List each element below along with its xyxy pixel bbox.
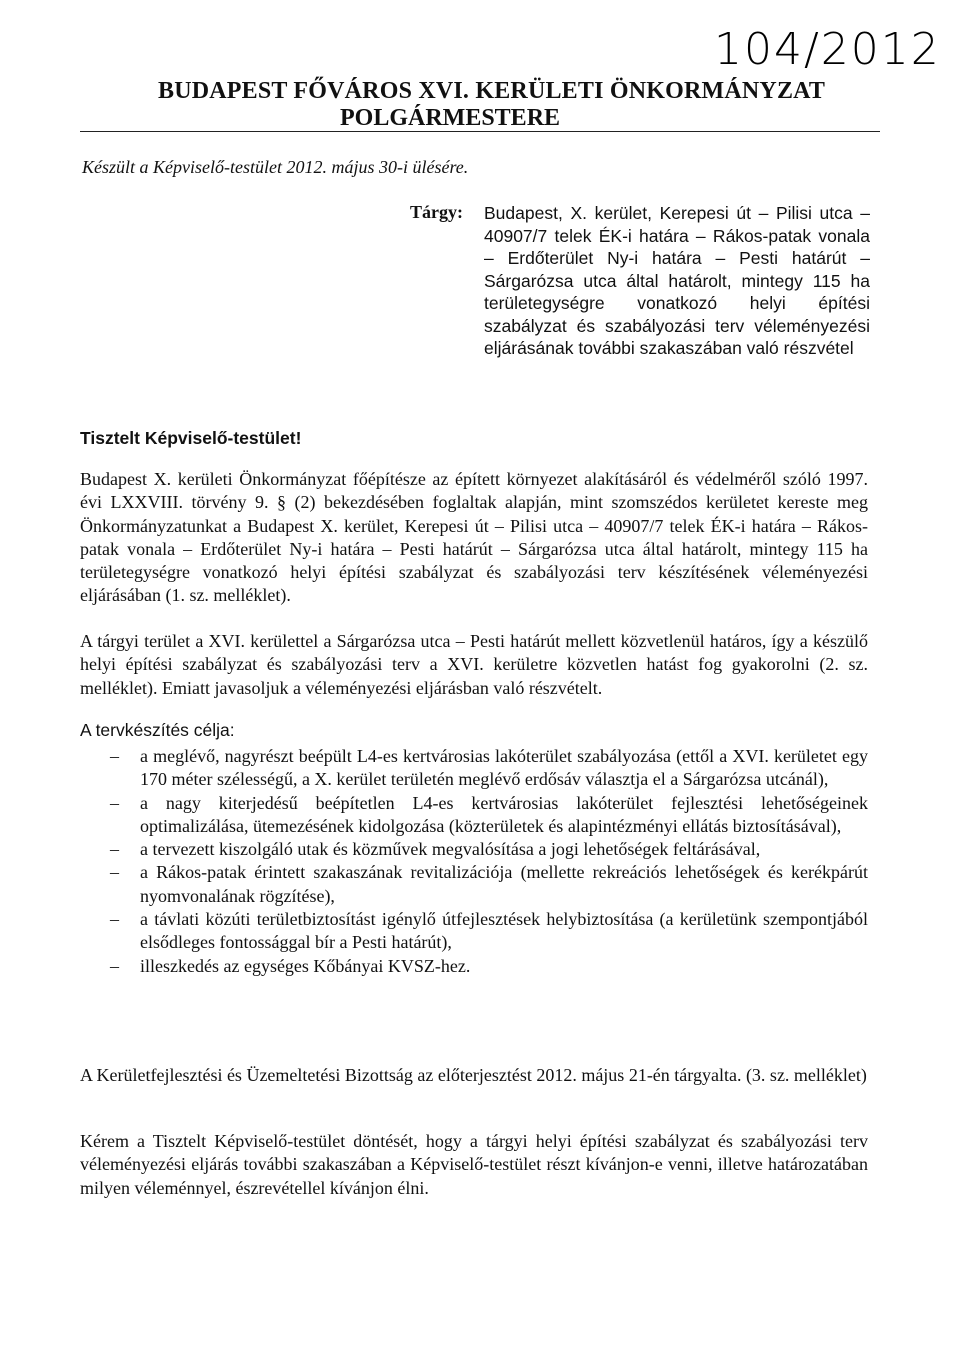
list-item-text: a nagy kiterjedésű beépítetlen L4-es kertvárosias lakóterület fejlesztési lehetőségeinek optimalizálása, ütemezésének kidolgozása (közterületek és alapintézményi ellátás biztosításával), <box>140 792 868 836</box>
goals-list <box>80 745 868 978</box>
list-item-text: a távlati közúti területbiztosítást igénylő útfejlesztések helybiztosítása (a kerületünk szempontjából elsődleges fontossággal bír a Pesti határút), <box>140 909 868 953</box>
salutation: Tisztelt Képviselő-testület! <box>80 428 302 448</box>
list-item <box>80 792 868 839</box>
list-dash: – <box>110 862 119 883</box>
list-item <box>80 861 868 908</box>
list-item <box>80 955 868 978</box>
subject-text: Budapest, X. kerület, Kerepesi út – Pilisi utca – 40907/7 telek ÉK-i határa – Rákos-patak vonala – Erdőterület Ny-i határa – Pesti határút – Sárgarózsa utca által határolt, mintegy 115 ha területegységre vonatkozó helyi építési szabályzat és szabályozási terv véleményezési eljárásának további szakaszában való részvétel <box>484 203 870 358</box>
handwritten-number-text: 104/2012 <box>714 24 941 75</box>
list-item <box>80 745 868 792</box>
paragraph-decision-request: Kérem a Tisztelt Képviselő-testület döntését, hogy a tárgyi helyi építési szabályzat és szabályozási terv véleményezési eljárás további szakaszában a Képviselő-testület részt kívánjon-e venni, illetve határozatában milyen véleménnyel, észrevétellel kívánjon élni. <box>80 1131 868 1198</box>
list-dash: – <box>110 955 119 976</box>
subject-label: Tárgy: <box>410 202 463 222</box>
list-dash: – <box>110 746 119 766</box>
list-item-text: a Rákos-patak érintett szakaszának revitalizációja (mellette rekreációs lehetőségek és kerékpárút nyomvonalának rögzítése), <box>140 862 868 906</box>
list-dash: – <box>110 839 119 860</box>
prepared-for-note: Készült a Képviselő-testület 2012. május 30-i ülésére. <box>82 157 469 177</box>
paragraph-committee: A Kerületfejlesztési és Üzemeltetési Bizottság az előterjesztést 2012. május 21-én tárgyalta. (3. sz. melléklet) <box>80 1065 867 1085</box>
list-item-text: a meglévő, nagyrészt beépült L4-es kertvárosias lakóterület szabályozása (ettől a XVI. kerületet egy 170 méter szélességű, a X. kerület területén meglévő erdősáv választja el a Sárgarózsa utcánál), <box>140 746 868 790</box>
list-item-text: illeszkedés az egységes Kőbányai KVSZ-hez. <box>140 955 471 976</box>
goals-heading: A tervkészítés célja: <box>80 720 235 740</box>
header-subtitle: POLGÁRMESTERE <box>340 105 561 131</box>
handwritten-registration-number <box>712 22 941 75</box>
list-dash: – <box>110 792 119 813</box>
paragraph-request: Budapest X. kerületi Önkormányzat főépítésze az épített környezet alakításáról és védelméről szóló 1997. évi LXXVIII. törvény 9. § (2) bekezdésében foglaltak alapján, mint szomszédos kerületet kereste meg Önkormányzatunkat a Budapest X. kerület, Kerepesi út – Pilisi utca – 40907/7 telek ÉK-i határa – Rákos-patak vonala – Erdőterület Ny-i határa – Pesti határút – Sárgarózsa utca által határolt, mintegy 115 ha területegységre vonatkozó helyi építési szabályzat és szabályozási terv készítésének véleményezési eljárásában (1. sz. melléklet). <box>80 469 868 606</box>
list-item-text: a tervezett kiszolgáló utak és közművek megvalósítása a jogi lehetőségek feltárásával, <box>140 839 761 860</box>
list-item <box>80 838 868 861</box>
list-dash: – <box>110 909 119 930</box>
header-title: BUDAPEST FŐVÁROS XVI. KERÜLETI ÖNKORMÁNYZAT <box>158 78 826 104</box>
paragraph-adjacency: A tárgyi terület a XVI. kerülettel a Sárgarózsa utca – Pesti határút mellett közvetlenül határos, így a készülő helyi építési szabályzat és szabályozási terv a XVI. kerületre közvetlen hatást fog gyakorolni (2. sz. melléklet). Emiatt javasoljuk a véleményezési eljárásban való részvételt. <box>80 631 868 698</box>
list-item <box>80 908 868 955</box>
header-divider <box>80 131 880 132</box>
